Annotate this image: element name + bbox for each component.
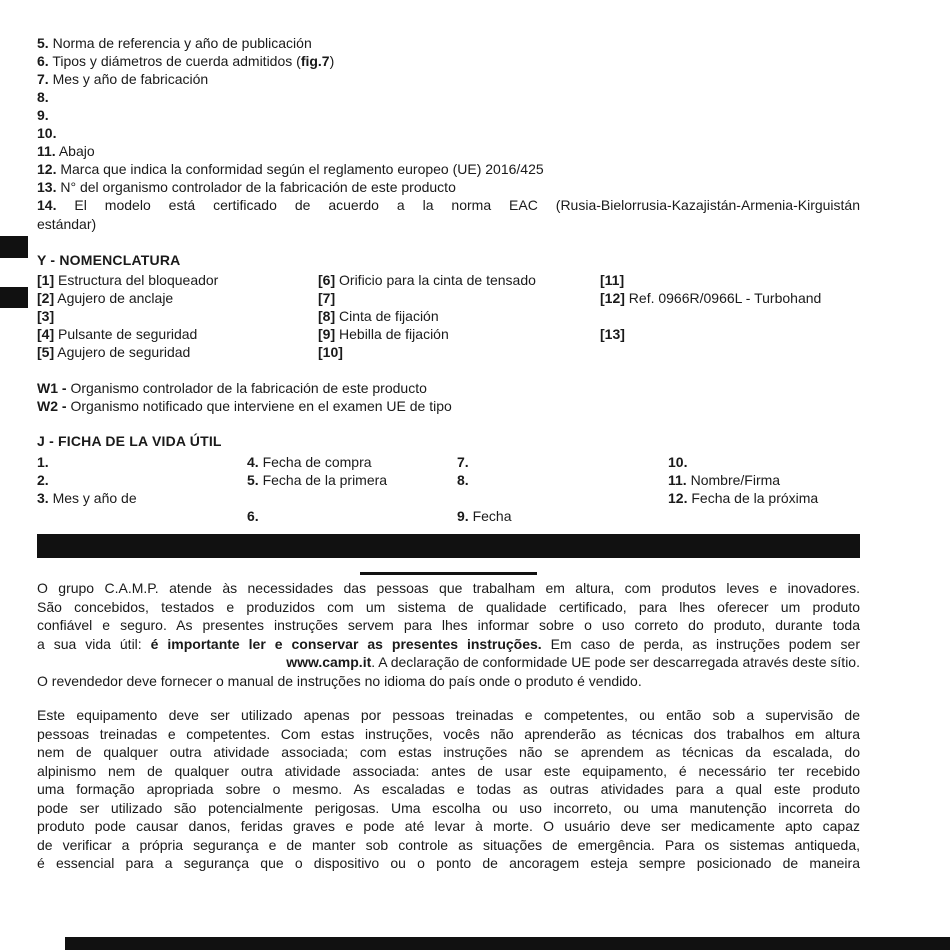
paragraph-line [37, 725, 860, 744]
item-number: [11] [600, 272, 625, 288]
life-sheet-item [668, 453, 950, 471]
item-number: 14. [37, 197, 57, 213]
item-number: 11. [668, 472, 687, 488]
website-url: www.camp.it [286, 654, 372, 670]
paragraph-line [37, 817, 860, 836]
nomenclature-item [600, 271, 950, 289]
paragraph-line [37, 635, 860, 654]
line-text: pode ser utilizado são potencialmente perigosas. Uma escolha ou uso incorreto, ou uma manutenção incorreta do [37, 799, 860, 816]
paragraph-line [37, 672, 860, 691]
item-number: 12. [668, 490, 688, 506]
list-item [37, 142, 860, 160]
item-number: [12] [600, 290, 625, 306]
nomenclature-item [318, 343, 600, 361]
item-number: 1. [37, 454, 49, 470]
life-sheet-item [247, 453, 457, 471]
item-number: [9] [318, 326, 336, 342]
paragraph-line [37, 762, 860, 781]
list-item [37, 178, 860, 196]
page-bottom-bar [65, 937, 950, 950]
line-text: de verificar a própria segurança e de manter sob controle as situações de emergência. Para os sistemas antiqueda, [37, 836, 860, 853]
line-text: O revendedor deve fornecer o manual de instruções no idioma do país onde o produto é vendido. [37, 672, 642, 689]
list-item [37, 52, 860, 70]
item-text: Orificio para la cinta de tensado [339, 272, 536, 288]
item-text: Ref. 0966R/0966L - Turbohand [628, 290, 822, 306]
item-text: Norma de referencia y año de publicación [52, 35, 312, 51]
paragraph-line [37, 854, 860, 873]
life-sheet-item [457, 489, 668, 507]
life-sheet-item [457, 471, 668, 489]
nomenclature-col1 [37, 271, 318, 361]
line-text: . A declaração de conformidade UE pode ser descarregada através deste sítio. [371, 654, 860, 670]
item-number: 3. [37, 490, 49, 506]
item-text: Organismo notificado que interviene en el examen UE de tipo [70, 398, 452, 414]
item-number: [5] [37, 344, 55, 360]
life-sheet-item [668, 489, 950, 507]
item-number: 5. [247, 472, 259, 488]
paragraph-line [37, 780, 860, 799]
life-sheet-item [247, 471, 457, 489]
nomenclature-item [37, 307, 318, 325]
section-divider-bar [37, 534, 860, 558]
life-sheet-col1 [37, 453, 247, 525]
item-text: Organismo controlador de la fabricación de este producto [70, 380, 427, 396]
item-text: Estructura del bloqueador [58, 272, 219, 288]
paragraph-line [37, 579, 860, 598]
nomenclature-col3 [600, 271, 950, 361]
item-number: 6. [37, 53, 49, 69]
item-text: Mes y año de fabricación [52, 71, 209, 87]
line-text: Em caso de perda, as instruções podem ser [541, 635, 860, 652]
life-sheet-item [247, 507, 457, 525]
item-number: 7. [37, 71, 49, 87]
list-item [37, 34, 860, 52]
item-number: 10. [37, 125, 57, 141]
life-sheet-item [668, 471, 950, 489]
life-sheet-item [668, 507, 950, 525]
item-number: 5. [37, 35, 49, 51]
list-item [37, 88, 860, 106]
item-text: N° del organismo controlador de la fabricación de este producto [60, 179, 456, 195]
line-text: alpinismo nem de qualquer outra atividade associada: antes de usar este equipamento, é necessário ter recebido [37, 762, 860, 779]
nomenclature-heading: Y - NOMENCLATURA [37, 252, 181, 268]
item-number: [4] [37, 326, 55, 342]
item-text: Tipos y diámetros de cuerda admitidos ( [52, 53, 301, 69]
item-number: [10] [318, 344, 343, 360]
item-number: 7. [457, 454, 469, 470]
item-number: [7] [318, 290, 336, 306]
life-sheet-item [457, 453, 668, 471]
nomenclature-item [600, 343, 950, 361]
portuguese-para1 [37, 579, 860, 690]
paragraph-line [37, 836, 860, 855]
item-number: [8] [318, 308, 336, 324]
item-number: 10. [668, 454, 688, 470]
line-text: produto pode causar danos, feridas graves e pode até levar à morte. O usuário deve ser medicamente apto capaz [37, 818, 860, 834]
item-number: 11. [37, 143, 56, 159]
nomenclature-item [600, 289, 950, 307]
item-bold-text: fig.7 [300, 53, 330, 69]
nomenclature-item [318, 289, 600, 307]
item-text: Agujero de seguridad [57, 344, 191, 360]
item-text: ) [329, 53, 335, 69]
line-text: O grupo C.A.M.P. atende às necessidades das pessoas que trabalham em altura, com produtos leves e inovadores. [37, 580, 860, 596]
item-text: Abajo [58, 143, 95, 159]
life-sheet-item [457, 507, 668, 525]
item-number: 8. [37, 89, 49, 105]
item-text: Marca que indica la conformidad según el reglamento europeo (UE) 2016/425 [60, 161, 544, 177]
life-sheet-col3 [457, 453, 668, 525]
item-text: Pulsante de seguridad [58, 326, 198, 342]
paragraph-line [37, 616, 860, 635]
line-text: a sua vida útil: [37, 635, 151, 652]
list-item [37, 160, 860, 178]
paragraph-line [37, 598, 860, 617]
paragraph-line [37, 653, 860, 672]
list-item [37, 106, 860, 124]
line-text: São concebidos, testados e produzidos com um sistema de qualidade certificado, para lhes oferecer um produto [37, 598, 860, 615]
paragraph-line [37, 799, 860, 818]
margin-tab [0, 287, 28, 308]
item-text: Fecha de compra [262, 454, 372, 470]
nomenclature-item [37, 289, 318, 307]
life-sheet-item [37, 489, 247, 507]
item-number: 8. [457, 472, 469, 488]
item-number: [6] [318, 272, 336, 288]
centered-rule [360, 572, 537, 575]
w-items [37, 379, 860, 415]
item-number: 2. [37, 472, 49, 488]
life-sheet-item [247, 489, 457, 507]
item-text: Fecha [472, 508, 512, 524]
line-bold-text: é importante ler e conservar as presentes instruções. [150, 635, 542, 652]
nomenclature-item [318, 271, 600, 289]
item-number: [2] [37, 290, 55, 306]
life-sheet-item [37, 507, 247, 525]
nomenclature-item [318, 307, 600, 325]
line-text: Este equipamento deve ser utilizado apenas por pessoas treinadas e competentes, ou então sob a supervisão de [37, 707, 860, 723]
nomenclature-col2 [318, 271, 600, 361]
nomenclature-item [37, 343, 318, 361]
line-text: nem de qualquer outra atividade associada; com estas instruções não se aprendem as técnicas da escalada, do [37, 744, 860, 760]
item-number: 6. [247, 508, 259, 524]
life-sheet-col2 [247, 453, 457, 525]
item-number: 9. [37, 107, 49, 123]
item-number: 4. [247, 454, 259, 470]
w-item [37, 397, 860, 415]
nomenclature-item [600, 325, 950, 343]
item-text: Nombre/Firma [690, 472, 781, 488]
item-text: Agujero de anclaje [57, 290, 174, 306]
paragraph-line [37, 706, 860, 725]
nomenclature-item [318, 325, 600, 343]
item-text: Hebilla de fijación [339, 326, 449, 342]
item-text: Fecha de la primera [262, 472, 388, 488]
portuguese-para2 [37, 706, 860, 873]
item-text: El modelo está certificado de acuerdo a la norma EAC (Rusia-Bielorrusia-Kazajistán-Armenia-Kirguistán [74, 197, 860, 213]
item-number: W2 - [37, 398, 67, 414]
life-sheet-heading: J - FICHA DE LA VIDA ÚTIL [37, 433, 222, 449]
item-number: 12. [37, 161, 57, 177]
item-number: 9. [457, 508, 469, 524]
list-item-14-line2 [37, 215, 860, 233]
item-number: [1] [37, 272, 55, 288]
life-sheet-item [37, 471, 247, 489]
life-sheet-item [37, 453, 247, 471]
list-item [37, 124, 860, 142]
item-number: 13. [37, 179, 57, 195]
line-text: é essencial para a segurança que o dispositivo ou o ponto de ancoragem esteja sempre posicionado de maneira [37, 855, 860, 871]
item-text: estándar) [37, 215, 97, 232]
life-sheet-col4 [668, 453, 950, 525]
nomenclature-item [37, 325, 318, 343]
paragraph-line [37, 743, 860, 762]
item-text: Fecha de la próxima [691, 490, 819, 506]
marking-list [37, 34, 860, 233]
nomenclature-item [600, 307, 950, 325]
margin-tab [0, 236, 28, 258]
line-text: uma formação apropriada sobre o mesmo. As escaladas e todas as outras atividades para a qual este produto [37, 781, 860, 797]
item-number: W1 - [37, 380, 67, 396]
list-item-14-line1 [37, 196, 860, 215]
list-item [37, 70, 860, 88]
item-text: Cinta de fijación [339, 308, 439, 324]
item-number: [3] [37, 308, 55, 324]
line-text: pessoas treinadas e competentes. Com estas instruções, vocês não aprenderão as técnicas dos trabalhos em altura [37, 725, 860, 742]
line-text: confiável e seguro. As presentes instruções servem para lhes informar sobre o uso correto do produto, durante toda [37, 617, 860, 633]
item-number: [13] [600, 326, 625, 342]
nomenclature-item [37, 271, 318, 289]
w-item [37, 379, 860, 397]
item-text: Mes y año de [52, 490, 137, 506]
